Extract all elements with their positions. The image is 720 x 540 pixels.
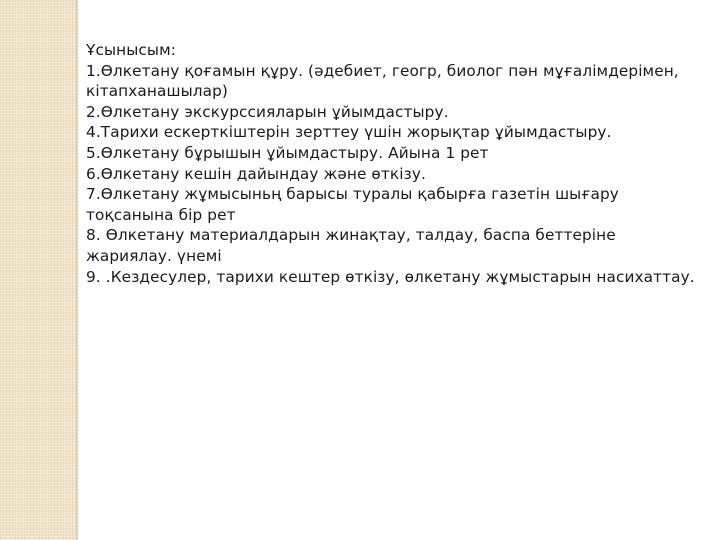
proposal-item-2: 2.Өлкетану экскурссияларын ұйымдастыру. — [86, 102, 449, 121]
proposal-item-4: 4.Тарихи ескерткіштерін зерттеу үшін жорықтар ұйымдастыру. — [86, 123, 612, 142]
proposals-heading: Ұсынысым: — [86, 41, 176, 59]
proposal-item-7: 7.Өлкетану жұмысыньң барысы туралы қабырға газетін шығару тоқсанына бір рет — [86, 185, 619, 224]
proposal-item-6: 6.Өлкетану кешін дайындау және өткізу. — [86, 164, 426, 183]
decorative-side-strip — [0, 0, 76, 540]
strip-divider — [76, 0, 78, 540]
proposal-item-8: 8. Өлкетану материалдарын жинақтау, талдау, баспа беттеріне жариялау. үнемі — [86, 226, 616, 265]
slide-text-body — [86, 40, 696, 287]
proposal-item-5: 5.Өлкетану бұрышын ұйымдастыру. Айына 1 рет — [86, 143, 489, 162]
proposal-item-1: 1.Өлкетану қоғамын құру. (әдебиет, геогр, биолог пән мұғалімдерімен, кітапханашылар) — [86, 61, 679, 101]
proposal-item-9: 9. .Кездесулер, тарихи кештер өткізу, өлкетану жұмыстарын насихаттау. — [86, 267, 695, 286]
